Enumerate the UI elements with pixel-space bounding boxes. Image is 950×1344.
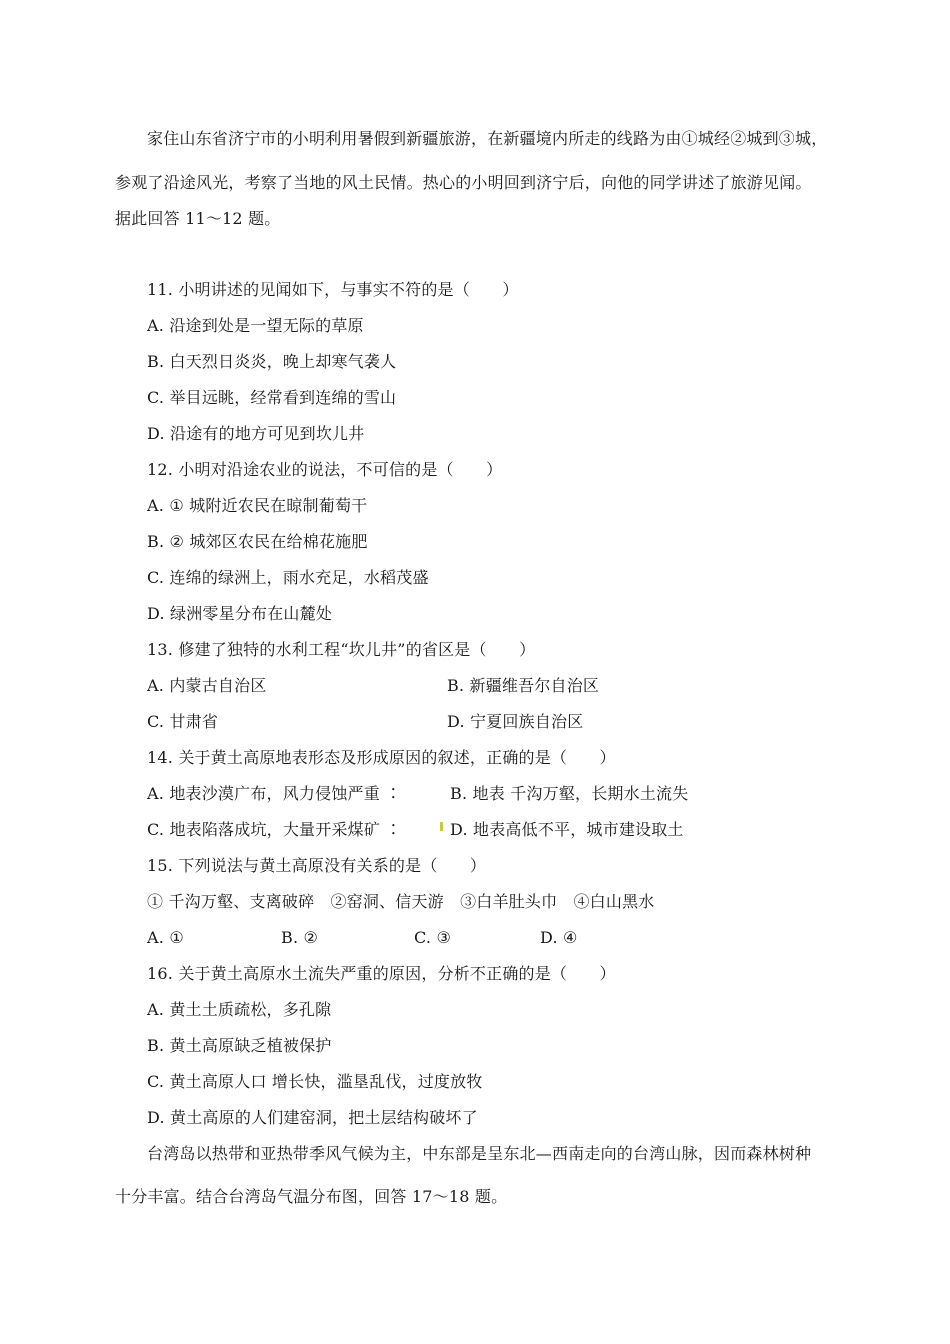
intro1-line-3: 据此回答 11～12 题。 — [115, 209, 281, 228]
q11-stem: 11. 小明讲述的见闻如下，与事实不符的是（ ） — [147, 280, 519, 299]
q14-option-b: B. 地表 千沟万壑，长期水土流失 — [450, 784, 689, 803]
q15-option-c: C. ③ — [414, 928, 451, 947]
q15-option-b: B. ② — [281, 928, 319, 947]
q13-option-c: C. 甘肃省 — [147, 712, 219, 731]
intro1-line-1: 家住山东省济宁市的小明利用暑假到新疆旅游，在新疆境内所走的线路为由①城经②城到③城， — [147, 129, 828, 148]
q13-option-a: A. 内蒙古自治区 — [147, 676, 267, 695]
q16-option-d: D. 黄土高原的人们建窑洞，把土层结构破坏了 — [147, 1108, 478, 1127]
q13-option-b: B. 新疆维吾尔自治区 — [447, 676, 600, 695]
q11-option-b: B. 白天烈日炎炎，晚上却寒气袭人 — [147, 352, 397, 371]
q13-stem: 13. 修建了独特的水利工程“坎儿井”的省区是（ ） — [147, 640, 536, 659]
q11-option-c: C. 举目远眺，经常看到连绵的雪山 — [147, 388, 397, 407]
q12-option-d: D. 绿洲零星分布在山麓处 — [147, 604, 333, 623]
intro1-line-2: 参观了沿途风光，考察了当地的风土民情。热心的小明回到济宁后，向他的同学讲述了旅游见闻。 — [115, 173, 812, 192]
q13-option-d: D. 宁夏回族自治区 — [447, 712, 584, 731]
q11-option-a: A. 沿途到处是一望无际的草原 — [147, 316, 364, 335]
q11-option-d: D. 沿途有的地方可见到坎儿井 — [147, 424, 365, 443]
stray-mark — [440, 822, 443, 831]
q16-stem: 16. 关于黄土高原水土流失严重的原因，分析不正确的是（ ） — [147, 964, 616, 983]
q15-option-d: D. ④ — [540, 928, 578, 947]
q14-option-c: C. 地表陷落成坑，大量开采煤矿 ∶ — [147, 820, 402, 839]
q12-option-c: C. 连绵的绿洲上，雨水充足，水稻茂盛 — [147, 568, 429, 587]
q15-statements: ① 千沟万壑、支离破碎 ②窑洞、信天游 ③白羊肚头巾 ④白山黑水 — [147, 892, 655, 911]
q16-option-c: C. 黄土高原人口 增长快，滥垦乱伐，过度放牧 — [147, 1072, 483, 1091]
q12-stem: 12. 小明对沿途农业的说法，不可信的是（ ） — [147, 460, 503, 479]
q12-option-b: B. ② 城郊区农民在给棉花施肥 — [147, 532, 368, 551]
q12-option-a: A. ① 城附近农民在晾制葡萄干 — [147, 496, 368, 515]
q14-option-a: A. 地表沙漠广布，风力侵蚀严重 ∶ — [147, 784, 402, 803]
q16-option-b: B. 黄土高原缺乏植被保护 — [147, 1036, 332, 1055]
q14-stem: 14. 关于黄土高原地表形态及形成原因的叙述，正确的是（ ） — [147, 748, 616, 767]
q15-stem: 15. 下列说法与黄土高原没有关系的是（ ） — [147, 856, 487, 875]
q16-option-a: A. 黄土土质疏松，多孔隙 — [147, 1000, 332, 1019]
q14-option-d: D. 地表高低不平，城市建设取土 — [450, 820, 684, 839]
intro2-line-1: 台湾岛以热带和亚热带季风气候为主，中东部是呈东北—西南走向的台湾山脉，因而森林树种 — [147, 1144, 812, 1163]
intro2-line-2: 十分丰富。结合台湾岛气温分布图，回答 17～18 题。 — [115, 1187, 508, 1206]
q15-option-a: A. ① — [147, 928, 184, 947]
